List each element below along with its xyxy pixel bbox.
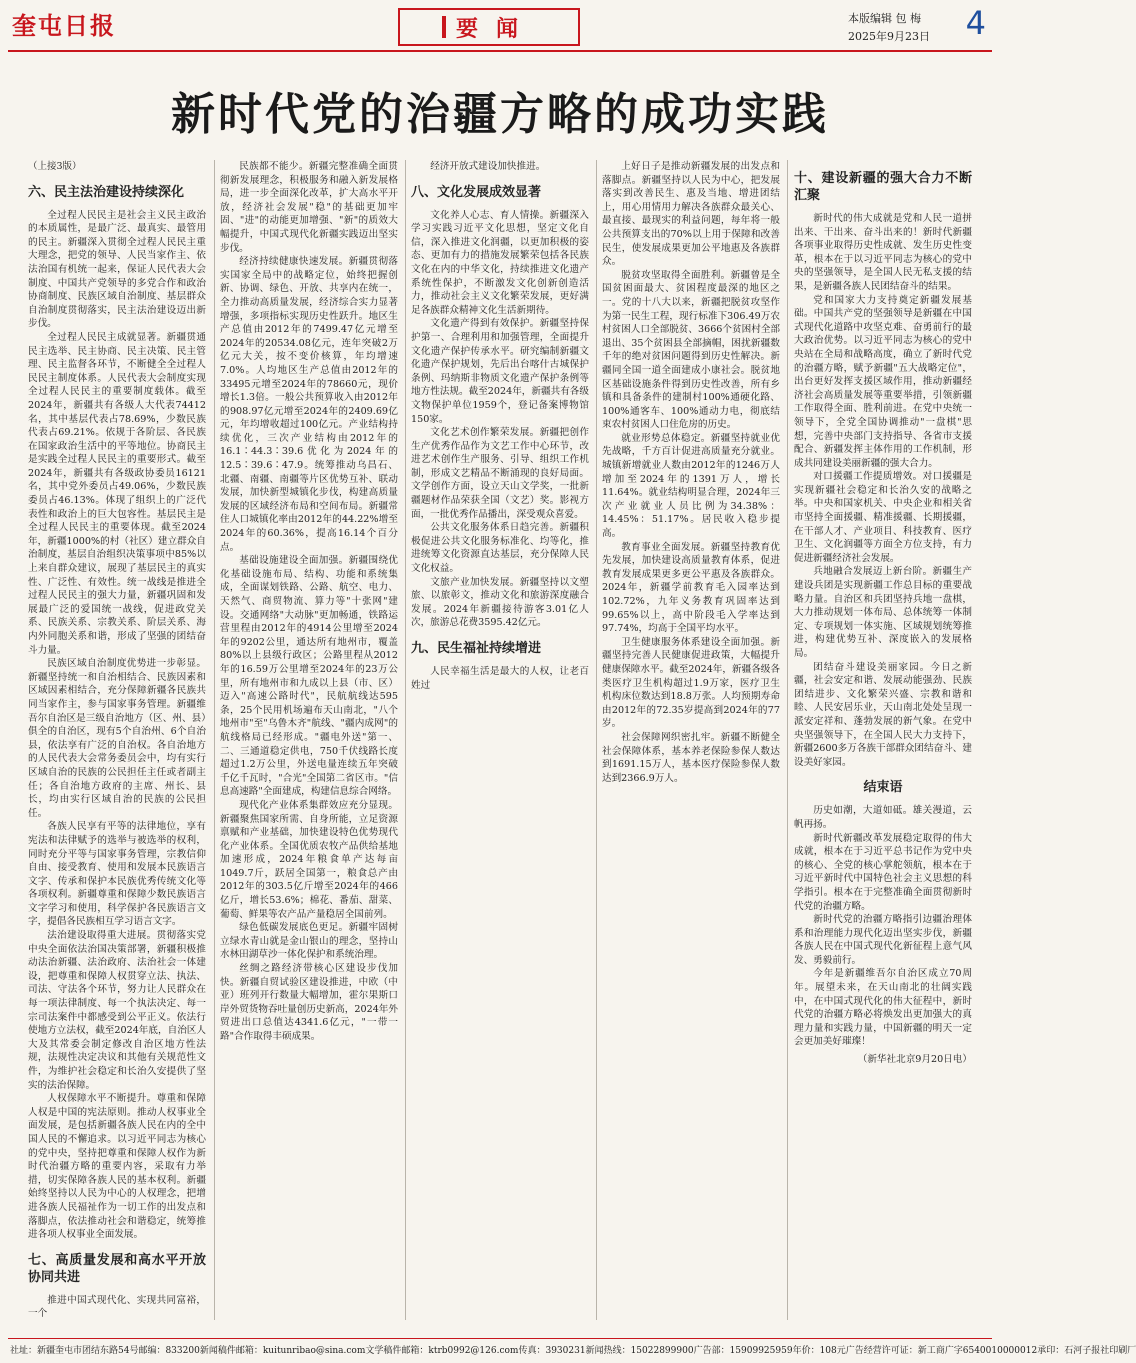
paragraph: 卫生健康服务体系建设全面加强。新疆坚持完善人民健康促进政策，大幅提升健康保障水平。截至2024年，新疆各级各类医疗卫生机构超过1.9万家，医疗卫生机构床位数达到18.8万张。人均预期寿命由2012年的72.35岁提高到2024年的77岁。 <box>602 636 780 730</box>
page-meta <box>848 10 930 46</box>
paragraph: 对口援疆工作提质增效。对口援疆是实现新疆社会稳定和长治久安的战略之举。中央和国家机关、中央企业和相关省市坚持全面援疆、精准援疆、长期援疆，在干部人才、产业项目、科技教育、医疗卫生、文化润疆等方面全方位支持，有力促进新疆经济社会发展。 <box>794 471 972 564</box>
footer-news-email: 新闻稿件邮箱：kuitunribao@sina.com <box>199 1346 366 1356</box>
paragraph: 文旅产业加快发展。新疆坚持以文塑旅、以旅彰文，推动文化和旅游深度融合发展。2024年新疆接待游客3.01亿人次，旅游总花费3595.42亿元。 <box>411 576 589 629</box>
section-label-text: 要闻 <box>455 15 536 42</box>
paragraph: 丝绸之路经济带核心区建设步伐加快。新疆自贸试验区建设推进，中欧（中亚）班列开行数量大幅增加，霍尔果斯口岸外贸货物吞吐量创历史新高，2024年外贸进出口总值达4341.6亿元，"一带一路"合作取得丰硕成果。 <box>220 963 398 1042</box>
footer-ad-tel: 广告部：15909925959 <box>693 1346 793 1356</box>
paragraph: 历史如潮，大道如砥。雄关漫道，云帆再扬。 <box>794 805 972 830</box>
article-columns <box>28 160 972 1320</box>
page-number: 4 <box>965 4 986 42</box>
section-heading: 八、文化发展成效显著 <box>411 184 542 200</box>
column-divider <box>787 160 788 1320</box>
footer-news-tel: 新闻热线：15022899900 <box>585 1346 694 1356</box>
paragraph: 民族区域自治制度优势进一步彰显。新疆坚持统一和自治相结合、民族因素和区域因素相结合，充分保障新疆各民族共同当家作主，参与国家事务管理。新疆维吾尔自治区是三级自治地方（区、州、县）俱全的自治区，现有5个自治州、6个自治县，依法享有广泛的自治权。各自治地方的人民代表大会常务委员会中，均有实行区域自治的民族的公民担任主任或者副主任；各自治地方政府的主席、州长、县长，均由实行区域自治的民族的公民担任。 <box>28 658 206 819</box>
column-2 <box>220 160 398 1320</box>
paragraph: 绿色低碳发展底色更足。新疆牢固树立绿水青山就是金山银山的理念，坚持山水林田湖草沙一体化保护和系统治理。 <box>220 922 398 961</box>
column-divider <box>405 160 406 1320</box>
paragraph: 基础设施建设全面加强。新疆围绕优化基础设施布局、结构、功能和系统集成，全面谋划铁路、公路、航空、电力、天然气、商贸物流、算力等"十张网"建设。交通网络"大动脉"更加畅通，铁路运营里程由2012年的4914公里增至2024年的9202公里，通达所有地州市，覆盖80%以上县级行政区；公路里程从2012年的16.59万公里增至2024年的23万公里，所有地州市和九成以上县（市、区）迈入"高速公路时代"，民航航线达595条，25个民用机场遍布天山南北，"八个地州市"至"乌鲁木齐"航线、"疆内成网"的航线格局已经形成。"疆电外送"第一、二、三通道稳定供电，750千伏线路长度超过1.2万公里，外送电量连续五年突破千亿千瓦时，"合光"全国第二省区市。"信息高速路"全面建成，构建信息综合网络。 <box>220 555 398 798</box>
section-heading: 十、建设新疆的强大合力不断汇聚 <box>794 171 972 203</box>
paragraph: 全过程人民民主成就显著。新疆贯通民主选举、民主协商、民主决策、民主管理、民主监督各环节，不断健全全过程人民民主制度体系。人民代表大会制度实现全过程人民民主的重要制度载体。截至2024年，新疆共有各级人大代表74412名，其中基层代表占78.69%，少数民族代表占69.21%。依规于各阶层、各民族在国家政治生活中的平等地位。协商民主是实践全过程人民民主的重要形式。截至2024年，新疆共有各级政协委员16121名，其中党外委员占49.06%，少数民族委员占46.13%。体现了组织上的广泛代表性和政治上的巨大包容性。基层民主是全过程人民民主的重要体现。截至2024年，新疆1000%的村（社区）建立群众自治制度，基层自治组织决策事项中85%以上来自群众建议，展现了基层民主的真实性、广泛性、有效性。统一战线是推进全过程人民民主的强大力量，新疆巩固和发展最广泛的爱国统一战线，促进政党关系、民族关系、宗教关系、阶层关系、海内外同胞关系和谐，形成了坚强的团结奋斗力量。 <box>28 331 206 656</box>
column-divider <box>214 160 215 1320</box>
paragraph: 团结奋斗建设美丽家园。今日之新疆，社会安定和谐、发展动能强劲、民族团结进步、文化繁荣兴盛、宗教和谐和睦、人民安居乐业，天山南北处处呈现一派安定祥和、蓬勃发展的新气象。在党中央坚强领导下，在全国人民大力支持下，新疆2600多万各族干部群众团结奋斗、建设美好家园。 <box>794 661 972 768</box>
section-heading: 结束语 <box>863 780 903 796</box>
paragraph: 文化艺术创作繁荣发展。新疆把创作生产优秀作品作为文艺工作中心环节，改进艺术创作生产服务、引导、组织工作机制，形成文艺精品不断涌现的良好局面。文学创作方面，设立天山文学奖，一批新疆题材作品荣获全国（文艺）奖。影视方面，一批优秀作品播出，深受观众喜爱。 <box>411 427 589 520</box>
paragraph: 今年是新疆维吾尔自治区成立70周年。展望未来，在天山南北的壮阔实践中，在中国式现代化的伟大征程中，新时代党的治疆方略必将焕发出更加强大的真理力量和实践力量，中国新疆的明天一定会更加美好璀璨！ <box>794 968 972 1048</box>
masthead <box>0 0 1000 52</box>
paragraph: 法治建设取得重大进展。贯彻落实党中央全面依法治国决策部署，新疆积极推动法治新疆、法治政府、法治社会一体建设，把尊重和保障人权贯穿立法、执法、司法、守法各个环节，努力让人民群众在每一项法律制度、每一个执法决定、每一宗司法案件中都感受到公平正义。依法行使地方立法权，截至2024年底，自治区人大及其常委会制定修改自治区地方性法规，法规性决定决议和其他有关规范性文件，为维护社会稳定和长治久安提供了坚实的法治保障。 <box>28 930 206 1091</box>
column-1 <box>28 160 206 1320</box>
paragraph: 全过程人民民主是社会主义民主政治的本质属性，是最广泛、最真实、最管用的民主。新疆深入贯彻全过程人民民主重大理念，把党的领导、人民当家作主、依法治国有机统一起来，保证人民代表大会制度、中国共产党领导的多党合作和政治协商制度、民族区域自治制度、基层群众自治制度贯彻落实，民主法治建设迈出新步伐。 <box>28 209 206 330</box>
page-editor: 本版编辑 包 梅 <box>848 12 921 25</box>
paragraph: 现代化产业体系集群效应充分显现。新疆聚焦国家所需、自身所能，立足资源禀赋和产业基础，加快建设特色优势现代化产业体系。全国优质农牧产品供给基地加速形成，2024年粮食单产达每亩1049.7斤，跃居全国第一，粮食总产由2012年的303.5亿斤增至2024年的466亿斤，增长53.6%；棉花、番茄、甜菜、葡萄、鲜果等农产品产量稳居全国前列。 <box>220 799 398 920</box>
paragraph: 就业形势总体稳定。新疆坚持就业优先战略，千方百计促进高质量充分就业。城镇新增就业人数由2012年的1246万人增加至2024年的1391万人，增长11.64%。就业结构明显合理，2024年三次产业就业人员比例为34.38%：14.45%：51.17%。居民收入稳步提高。 <box>602 432 780 540</box>
footer-printer: 承印：石河子报社印刷厂 <box>1037 1346 1136 1356</box>
paragraph: 经济持续健康快速发展。新疆贯彻落实国家全局中的战略定位，始终把握创新、协调、绿色、开放、共享内在统一，全力推动高质量发展，经济综合实力显著增强，多项指标实现历史性跃升。地区生产总值由2012年的7499.47亿元增至2024年的20534.08亿元，连年突破2万亿元大关，按不变价核算，年均增速7.0%。人均地区生产总值由2012年的33495元增至2024年的78660元，现价增长1.3倍。一般公共预算收入由2012年的908.97亿元增至2024年的2409.69亿元，年均增收超过100亿元。产业结构持续优化，三次产业结构由2012年的16.1∶44.3∶39.6优化为2024年的12.5∶39.6∶47.9。统筹推动乌昌石、北疆、南疆、南疆等片区优势互补、联动发展，加快新型城镇化步伐，构建高质量发展的区域经济布局和空间布局。新疆常住人口城镇化率由2012年的44.22%增至2024年的60.36%，提高16.14个百分点。 <box>220 256 398 553</box>
paragraph: 上好日子是推动新疆发展的出发点和落脚点。新疆坚持以人民为中心，把发展落实到改善民生、惠及当地、增进团结上，用心用情用力解决各族群众最关心、最直接、最现实的利益问题，每年将一般公共预算支出的70%以上用于保障和改善民生，使发展成果更加公平地惠及各族群众。 <box>602 161 780 268</box>
column-5 <box>794 160 972 1320</box>
paragraph: 新时代新疆改革发展稳定取得的伟大成就，根本在于习近平总书记作为党中央的核心、全党的核心掌舵领航，根本在于习近平新时代中国特色社会主义思想的科学指引。根本在于完整准确全面贯彻新时代党的治疆方略。 <box>794 832 972 912</box>
section-bar-icon <box>442 16 446 38</box>
footer-postcode: 邮编：833200 <box>138 1346 200 1356</box>
footer-lit-email: 文学稿件邮箱：ktrb0992@126.com <box>365 1346 519 1356</box>
section-label <box>398 8 580 46</box>
footer-price: 年价：108元 <box>792 1346 846 1356</box>
continued-note: （上接3版） <box>28 161 82 172</box>
paragraph: 人权保障水平不断提升。尊重和保障人权是中国的宪法原则。推动人权事业全面发展，是包括新疆各族人民在内的全中国人民的不懈追求。以习近平同志为核心的党中央，坚持把尊重和保障人权作为新时代治疆方略的重要内容，采取有力举措，切实保障各族人民的基本权利。新疆始终坚持以人民为中心的人权理念，把增进各族人民福祉作为一切工作的出发点和落脚点，依法推动社会和谐稳定，统筹推进各项人权事业全面发展。 <box>28 1093 206 1241</box>
footer-divider <box>8 1338 992 1339</box>
paragraph: 人民幸福生活是最大的人权，让老百姓过 <box>411 666 589 691</box>
paragraph: 新时代党的治疆方略指引边疆治理体系和治理能力现代化迈出坚实步伐，新疆各族人民在中国式现代化新征程上意气风发、勇毅前行。 <box>794 914 972 966</box>
newspaper-logo: 奎屯日报 <box>12 11 116 40</box>
paragraph: 教育事业全面发展。新疆坚持教育优先发展，加快建设高质量教育体系，促进教育发展成果更多更公平惠及各族群众。2024年，新疆学前教育毛入园率达到102.72%，九年义务教育巩固率达到99.65%以上，高中阶段毛入学率达到97.74%，均高于全国平均水平。 <box>602 541 780 635</box>
paragraph: 经济开放式建设加快推进。 <box>430 161 546 172</box>
footer-ad-license: 广告经营许可证：新工商广字6540010000012 <box>845 1346 1038 1356</box>
footer <box>10 1343 1136 1356</box>
paragraph: 公共文化服务体系日趋完善。新疆积极促进公共文化服务标准化、均等化，推进统筹文化资源直达基层，充分保障人民文化权益。 <box>411 522 589 575</box>
column-4 <box>602 160 780 1320</box>
section-heading: 九、民生福祉持续增进 <box>411 641 542 656</box>
section-heading: 六、民主法治建设持续深化 <box>28 184 185 200</box>
paragraph: 文化遗产得到有效保护。新疆坚持保护第一、合理利用和加强管理，全面提升文化遗产保护传承水平。研究编制新疆文化遗产保护规划，先后出台喀什古城保护条例、玛纳斯非物质文化遗产保护条例等地方性法规。截至2024年，新疆共有各级文物保护单位1959个，登记备案博物馆150家。 <box>411 318 589 425</box>
footer-fax: 传真：3930231 <box>518 1346 586 1356</box>
paragraph: 民族都不能少。新疆完整准确全面贯彻新发展理念，积极服务和融入新发展格局，进一步全面深化改革，扩大高水平开放，经济社会发展"稳"的基础更加牢固、"进"的动能更加增强、"新"的质效大幅提升，中国式现代化新疆实践迈出坚实步伐。 <box>220 161 398 254</box>
source-note: （新华社北京9月20日电） <box>857 1054 972 1066</box>
paragraph: 文化养人心志、育人情操。新疆深入学习实践习近平文化思想，坚定文化自信，深入推进文化润疆，以更加积极的姿态、更加有力的措施发展繁荣包括各民族文化在内的中华文化，持续推进文化遗产系统性保护，不断激发文化创新创造活力，推动社会主义文化繁荣发展，更好满足各族群众精神文化生活新期待。 <box>411 209 589 316</box>
paragraph: 脱贫攻坚取得全面胜利。新疆曾是全国贫困面最大、贫困程度最深的地区之一。党的十八大以来，新疆把脱贫攻坚作为第一民生工程，现行标准下306.49万农村贫困人口全部脱贫、3666个贫困村全部退出、35个贫困县全部摘帽，困扰新疆数千年的绝对贫困问题得到历史性解决。新疆同全国一道全面建成小康社会。脱贫地区基础设施条件得到历史性改善，所有乡镇和具备条件的建制村100%通硬化路、100%通客车、100%通动力电，彻底结束农村贫困人口住危房的历史。 <box>602 269 780 431</box>
paragraph: 兵地融合发展迈上新台阶。新疆生产建设兵团是实现新疆工作总目标的重要战略力量。自治区和兵团坚持兵地一盘棋，大力推动规划一体布局、总体统筹一体制定、专项规划一体实施、区域规划统筹推进，构建优势互补、深度嵌入的发展格局。 <box>794 566 972 659</box>
section-heading: 七、高质量发展和高水平开放协同共进 <box>28 1252 206 1285</box>
paragraph: 推进中国式现代化、实现共同富裕，一个 <box>28 1294 206 1320</box>
page-date: 2025年9月23日 <box>848 30 930 43</box>
masthead-divider <box>8 50 992 52</box>
paragraph: 党和国家大力支持奠定新疆发展基础。中国共产党的坚强领导是新疆在中国式现代化道路中攻坚克难、奋勇前行的最大政治优势。以习近平同志为核心的党中央站在全局和战略高度，确立了新时代党的治疆方略，赋予新疆"五大战略定位"，出台更好发挥支援区域作用，推动新疆经济社会高质量发展等重要举措，引领新疆工作取得全面、胜利前进。在党中央统一领导下，全党全国协调推动"一盘棋"思想，完善中央部门支持指导、各省市支援配合、新疆发挥主体作用的工作机制，形成共同建设美丽新疆的强大合力。 <box>794 294 972 469</box>
paragraph: 社会保障网织密扎牢。新疆不断健全社会保障体系，基本养老保险参保人数达到1691.15万人，基本医疗保险参保人数达到2366.9万人。 <box>602 731 780 784</box>
column-3 <box>411 160 589 1320</box>
footer-address: 社址：新疆奎屯市团结东路54号 <box>10 1346 139 1356</box>
paragraph: 各族人民享有平等的法律地位，享有宪法和法律赋予的选举与被选举的权利，同时充分平等与国家事务管理，宗教信仰自由、接受教育、使用和发展本民族语言文字、传承和保护本民族优秀传统文化等各项权利。新疆尊重和保障少数民族语言文字学习和使用，科学保护各民族语言文字，提倡各民族相互学习语言文字。 <box>28 821 206 928</box>
paragraph: 新时代的伟大成就是党和人民一道拼出来、干出来、奋斗出来的！新时代新疆各项事业取得历史性成就、发生历史性变革，根本在于以习近平同志为核心的党中央的坚强领导，是全国人民无私支援的结果，是新疆各族人民团结奋斗的结果。 <box>794 213 972 292</box>
column-divider <box>596 160 597 1320</box>
page-title: 新时代党的治疆方略的成功实践 <box>171 89 829 140</box>
